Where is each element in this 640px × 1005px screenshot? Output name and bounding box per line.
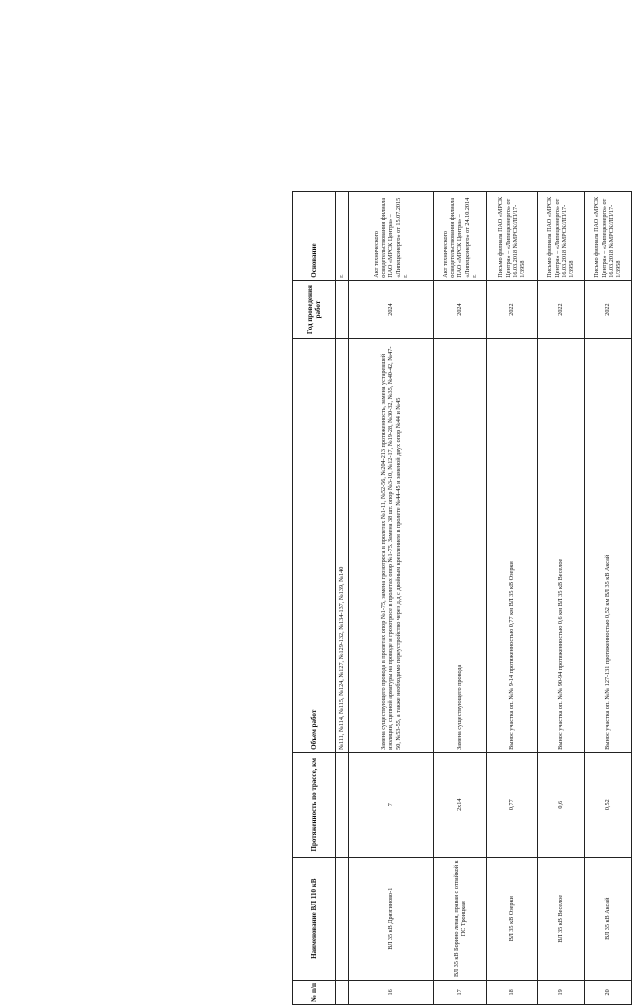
cell-volume: Замена существующего провода в пролетах опор №1-75, замена грозотроса в пролетах №1-11, №52-56, №204-213 протяженность, замена устаревшей изоляции, сцепной арматуры на проводе и грозотросе в пролетах опор №1-75. Замена 38 шт. опор №3-10, №12-17, №19-28, №30-32, №35, №40-42, №47-50, №53-55, а также необходимо переустройство через д.д с двойным креплением в пролете №44-45 и заменой двух опор №44 и №45 [349,339,434,752]
cell-num: 20 [585,980,632,1004]
table-row [487,192,538,1005]
cell-basis: г. [336,192,349,281]
header-row [293,192,336,1005]
header-length: Протяженность по трассе, км [293,752,336,857]
cell-basis: Акт технического освидетельствования филиала ПАО «МРСК Центра» – «Липецкэнерго» от 24.10.2014 г. [434,192,487,281]
cell-volume: №111, №114, №115, №124, №127, №129-132, №134-137, №139, №140 [336,339,349,752]
header-year: Год проведения работ [293,280,336,339]
cell-year: 2022 [487,280,538,339]
table-row [434,192,487,1005]
cell-basis: Письмо филиала ПАО «МРСК Центра» – «Липецкэнерго» от 16.03.2018 №МРСК/ЛП/17-1/3958 [585,192,632,281]
cell-year: 2024 [434,280,487,339]
cell-num [336,980,349,1004]
cell-year [336,280,349,339]
cell-year: 2024 [349,280,434,339]
rotated-table-wrapper [292,191,623,1005]
cell-basis: Письмо филиала ПАО «МРСК Центра» – «Липецкэнерго» от 16.03.2018 №МРСК/ЛП/17-1/3958 [487,192,538,281]
cell-year: 2022 [538,280,585,339]
cell-length: 0,77 [487,752,538,857]
cell-length: 0,6 [538,752,585,857]
cell-length [336,752,349,857]
cell-name: ВЛ 35 кВ Озерки [487,857,538,980]
works-table [292,191,632,1005]
table-header [293,192,336,1005]
cell-length: 7 [349,752,434,857]
cell-num: 19 [538,980,585,1004]
cell-volume: Вынос участка оп. №№ 90-94 протяженностью 0,6 км ВЛ 35 кВ Веселое [538,339,585,752]
cell-length: 2x14 [434,752,487,857]
cell-num: 18 [487,980,538,1004]
cell-length: 0,52 [585,752,632,857]
cell-name: ВЛ 35 кВ Веселое [538,857,585,980]
header-num: № п/п [293,980,336,1004]
table-body [336,192,632,1005]
table-row [585,192,632,1005]
table-row [336,192,349,1005]
cell-volume: Вынос участка оп. №№ 9-14 протяженностью 0,77 км ВЛ 35 кВ Озерки [487,339,538,752]
cell-volume: Вынос участка оп. №№ 127-131 протяженностью 0,52 км ВЛ 35 кВ Аксай [585,339,632,752]
cell-name [336,857,349,980]
cell-name: ВЛ 35 кВ Дрязгиново-1 [349,857,434,980]
cell-num: 16 [349,980,434,1004]
cell-volume: Замена существующего провода [434,339,487,752]
header-volume: Объем работ [293,339,336,752]
cell-num: 17 [434,980,487,1004]
cell-name: ВЛ 35 кВ Аксай [585,857,632,980]
table-row [538,192,585,1005]
cell-name: ВЛ 35 кВ Боринo левая, правая с отпайкой к ПС Троицкая [434,857,487,980]
header-basis: Основание [293,192,336,281]
cell-basis: Акт технического освидетельствования филиала ПАО «МРСК Центра» – «Липецкэнерго» от 15.07.2015 г. [349,192,434,281]
table-row [349,192,434,1005]
cell-year: 2022 [585,280,632,339]
header-name: Наименование ВЛ 110 кВ [293,857,336,980]
cell-basis: Письмо филиала ПАО «МРСК Центра» – «Липецкэнерго» от 16.03.2018 №МРСК/ЛП/17-1/3958 [538,192,585,281]
